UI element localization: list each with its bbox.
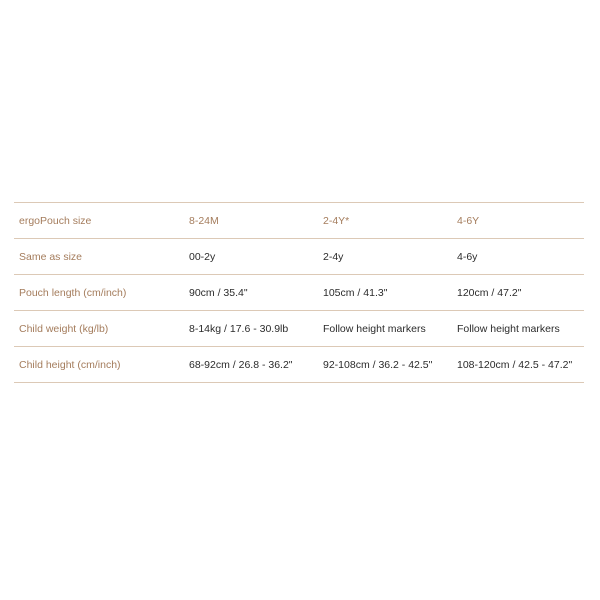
table-cell: 00-2y <box>184 239 318 275</box>
table-header-row <box>14 203 584 239</box>
table-cell: 105cm / 41.3" <box>318 275 452 311</box>
size-chart-table <box>14 202 584 383</box>
row-label: Child height (cm/inch) <box>14 347 184 383</box>
table-row-child-weight <box>14 311 584 347</box>
header-size-8-24m: 8-24M <box>184 203 318 239</box>
header-size-4-6y: 4-6Y <box>452 203 584 239</box>
header-size-2-4y: 2-4Y* <box>318 203 452 239</box>
table-cell: Follow height markers <box>452 311 584 347</box>
table-cell: 120cm / 47.2" <box>452 275 584 311</box>
table-cell: 68-92cm / 26.8 - 36.2" <box>184 347 318 383</box>
table-row-pouch-length <box>14 275 584 311</box>
table-cell: 4-6y <box>452 239 584 275</box>
table-row-child-height <box>14 347 584 383</box>
table-cell: 108-120cm / 42.5 - 47.2" <box>452 347 584 383</box>
table-cell: 2-4y <box>318 239 452 275</box>
row-label: Pouch length (cm/inch) <box>14 275 184 311</box>
table-cell: 8-14kg / 17.6 - 30.9lb <box>184 311 318 347</box>
table-cell: Follow height markers <box>318 311 452 347</box>
header-size-label: ergoPouch size <box>14 203 184 239</box>
row-label: Child weight (kg/lb) <box>14 311 184 347</box>
table-cell: 92-108cm / 36.2 - 42.5" <box>318 347 452 383</box>
row-label: Same as size <box>14 239 184 275</box>
table-row-same-as-size <box>14 239 584 275</box>
table-cell: 90cm / 35.4" <box>184 275 318 311</box>
